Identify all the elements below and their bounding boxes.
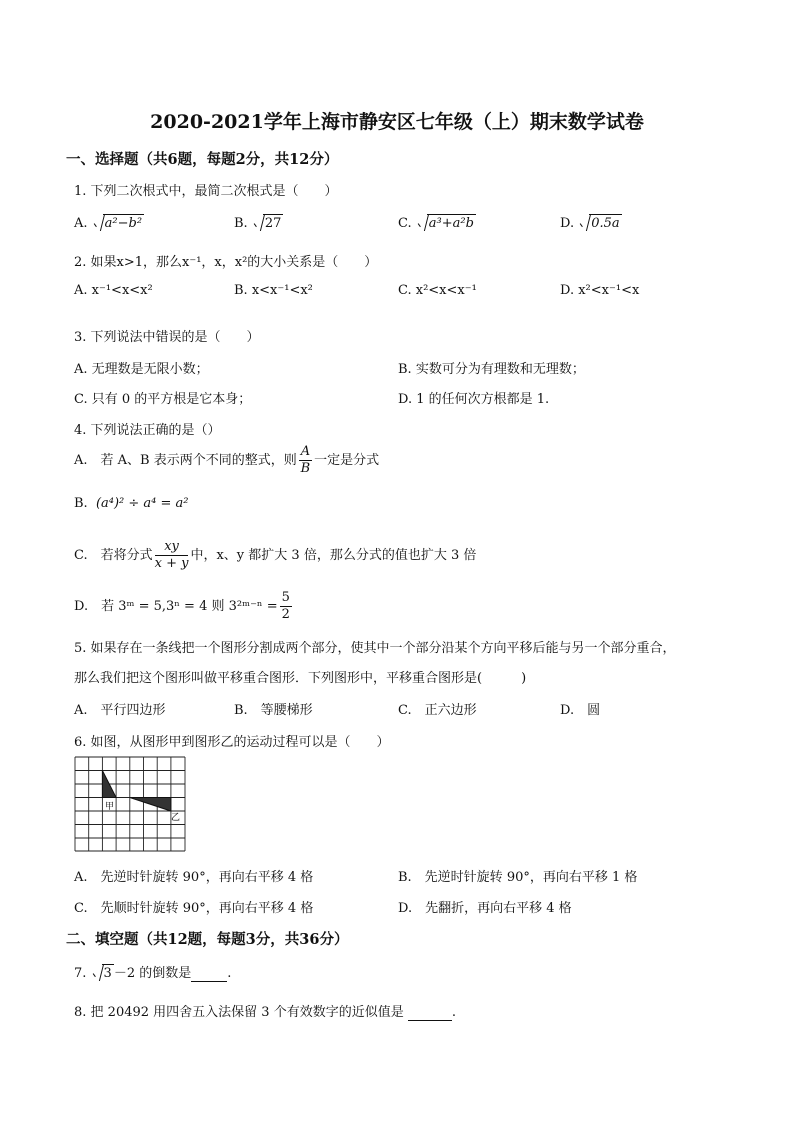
question-5-option-d: D. 圆: [560, 703, 601, 718]
question-4-option-b: B. (a⁴)² ÷ a⁴ = a²: [74, 496, 189, 511]
question-2-option-b: B. x<x⁻¹<x²: [234, 283, 313, 298]
radicand: a³+a²b: [428, 216, 474, 231]
question-5-stem-line2: 那么我们把这个图形叫做平移重合图形．下列图形中，平移重合图形是( ): [74, 671, 527, 686]
question-5-stem-line1: 5. 如果存在一条线把一个图形分割成两个部分，使其中一个部分沿某个方向平移后能与另一个部分重合，: [74, 641, 676, 656]
shape-yi: [130, 798, 171, 812]
question-1-option-d: D. 0.5a: [560, 216, 620, 231]
fraction: $\frac{A}{B}$: [300, 444, 311, 476]
question-1-option-b: B. 27: [234, 216, 282, 231]
question-7: 7. 3 －2 的倒数是 .: [74, 966, 232, 981]
section-heading-fill: 二、填空题（共12题，每题3分，共36分）: [66, 931, 349, 948]
section-heading-choice: 一、选择题（共6题，每题2分，共12分）: [66, 151, 339, 168]
question-5-option-a: A. 平行四边形: [74, 703, 166, 718]
fraction: $\frac{xy}{x + y}$: [154, 539, 189, 571]
question-6-stem: 6. 如图，从图形甲到图形乙的运动过程可以是（ ）: [74, 735, 390, 750]
question-6-grid-figure: [74, 756, 186, 852]
question-3-option-a: A. 无理数是无限小数；: [74, 362, 209, 377]
question-6-option-c: C. 先顺时针旋转 90°，再向右平移 4 格: [74, 901, 314, 916]
question-3-option-b: B. 实数可分为有理数和无理数；: [398, 362, 585, 377]
question-6-option-b: B. 先逆时针旋转 90°，再向右平移 1 格: [398, 870, 638, 885]
label-jia: 甲: [105, 802, 115, 812]
question-5-option-c: C. 正六边形: [398, 703, 477, 718]
question-4-stem: 4. 下列说法正确的是（）: [74, 423, 221, 438]
question-3-option-d: D. 1 的任何次方根都是 1.: [398, 392, 550, 407]
answer-blank[interactable]: [191, 966, 227, 982]
question-2-option-c: C. x²<x<x⁻¹: [398, 283, 477, 298]
question-1-option-a: A. a²−b²: [74, 216, 143, 231]
fraction: $\frac{5}{2}$: [281, 590, 290, 622]
question-2-stem: 2. 如果x>1，那么x⁻¹，x，x²的大小关系是（ ）: [74, 255, 378, 270]
question-5-option-b: B. 等腰梯形: [234, 703, 313, 718]
question-4-option-d: D. 若 3ᵐ = 5,3ⁿ = 4 则 3²ᵐ⁻ⁿ = $\frac{5}{2}$: [74, 590, 290, 622]
question-6-option-a: A. 先逆时针旋转 90°，再向右平移 4 格: [74, 870, 314, 885]
radicand: 0.5a: [591, 216, 620, 231]
question-1-option-c: C. a³+a²b: [398, 216, 474, 231]
question-2-option-a: A. x⁻¹<x<x²: [74, 283, 153, 298]
question-2-option-d: D. x²<x⁻¹<x: [560, 283, 640, 298]
question-4-option-a: A. 若 A、B 表示两个不同的整式，则 $\frac{A}{B}$ 一定是分式: [74, 444, 380, 476]
label-yi: 乙: [171, 813, 181, 823]
question-3-stem: 3. 下列说法中错误的是（ ）: [74, 330, 260, 345]
question-8: 8. 把 20492 用四舍五入法保留 3 个有效数字的近似值是 .: [74, 1005, 456, 1020]
grid-figure-svg: [74, 756, 186, 852]
radicand: a²−b²: [104, 216, 143, 231]
question-6-option-d: D. 先翻折，再向右平移 4 格: [398, 901, 572, 916]
radicand: 3: [103, 966, 112, 981]
question-4-option-c: C. 若将分式 $\frac{xy}{x + y}$ 中，x、y 都扩大 3 倍，那么分式的值也扩大 3 倍: [74, 539, 477, 571]
question-1-stem: 1. 下列二次根式中，最简二次根式是（ ）: [74, 184, 338, 199]
radicand: 27: [264, 216, 282, 231]
question-3-option-c: C. 只有 0 的平方根是它本身；: [74, 392, 252, 407]
page-title: 2020-2021学年上海市静安区七年级（上）期末数学试卷: [150, 111, 644, 133]
answer-blank[interactable]: [408, 1005, 452, 1021]
